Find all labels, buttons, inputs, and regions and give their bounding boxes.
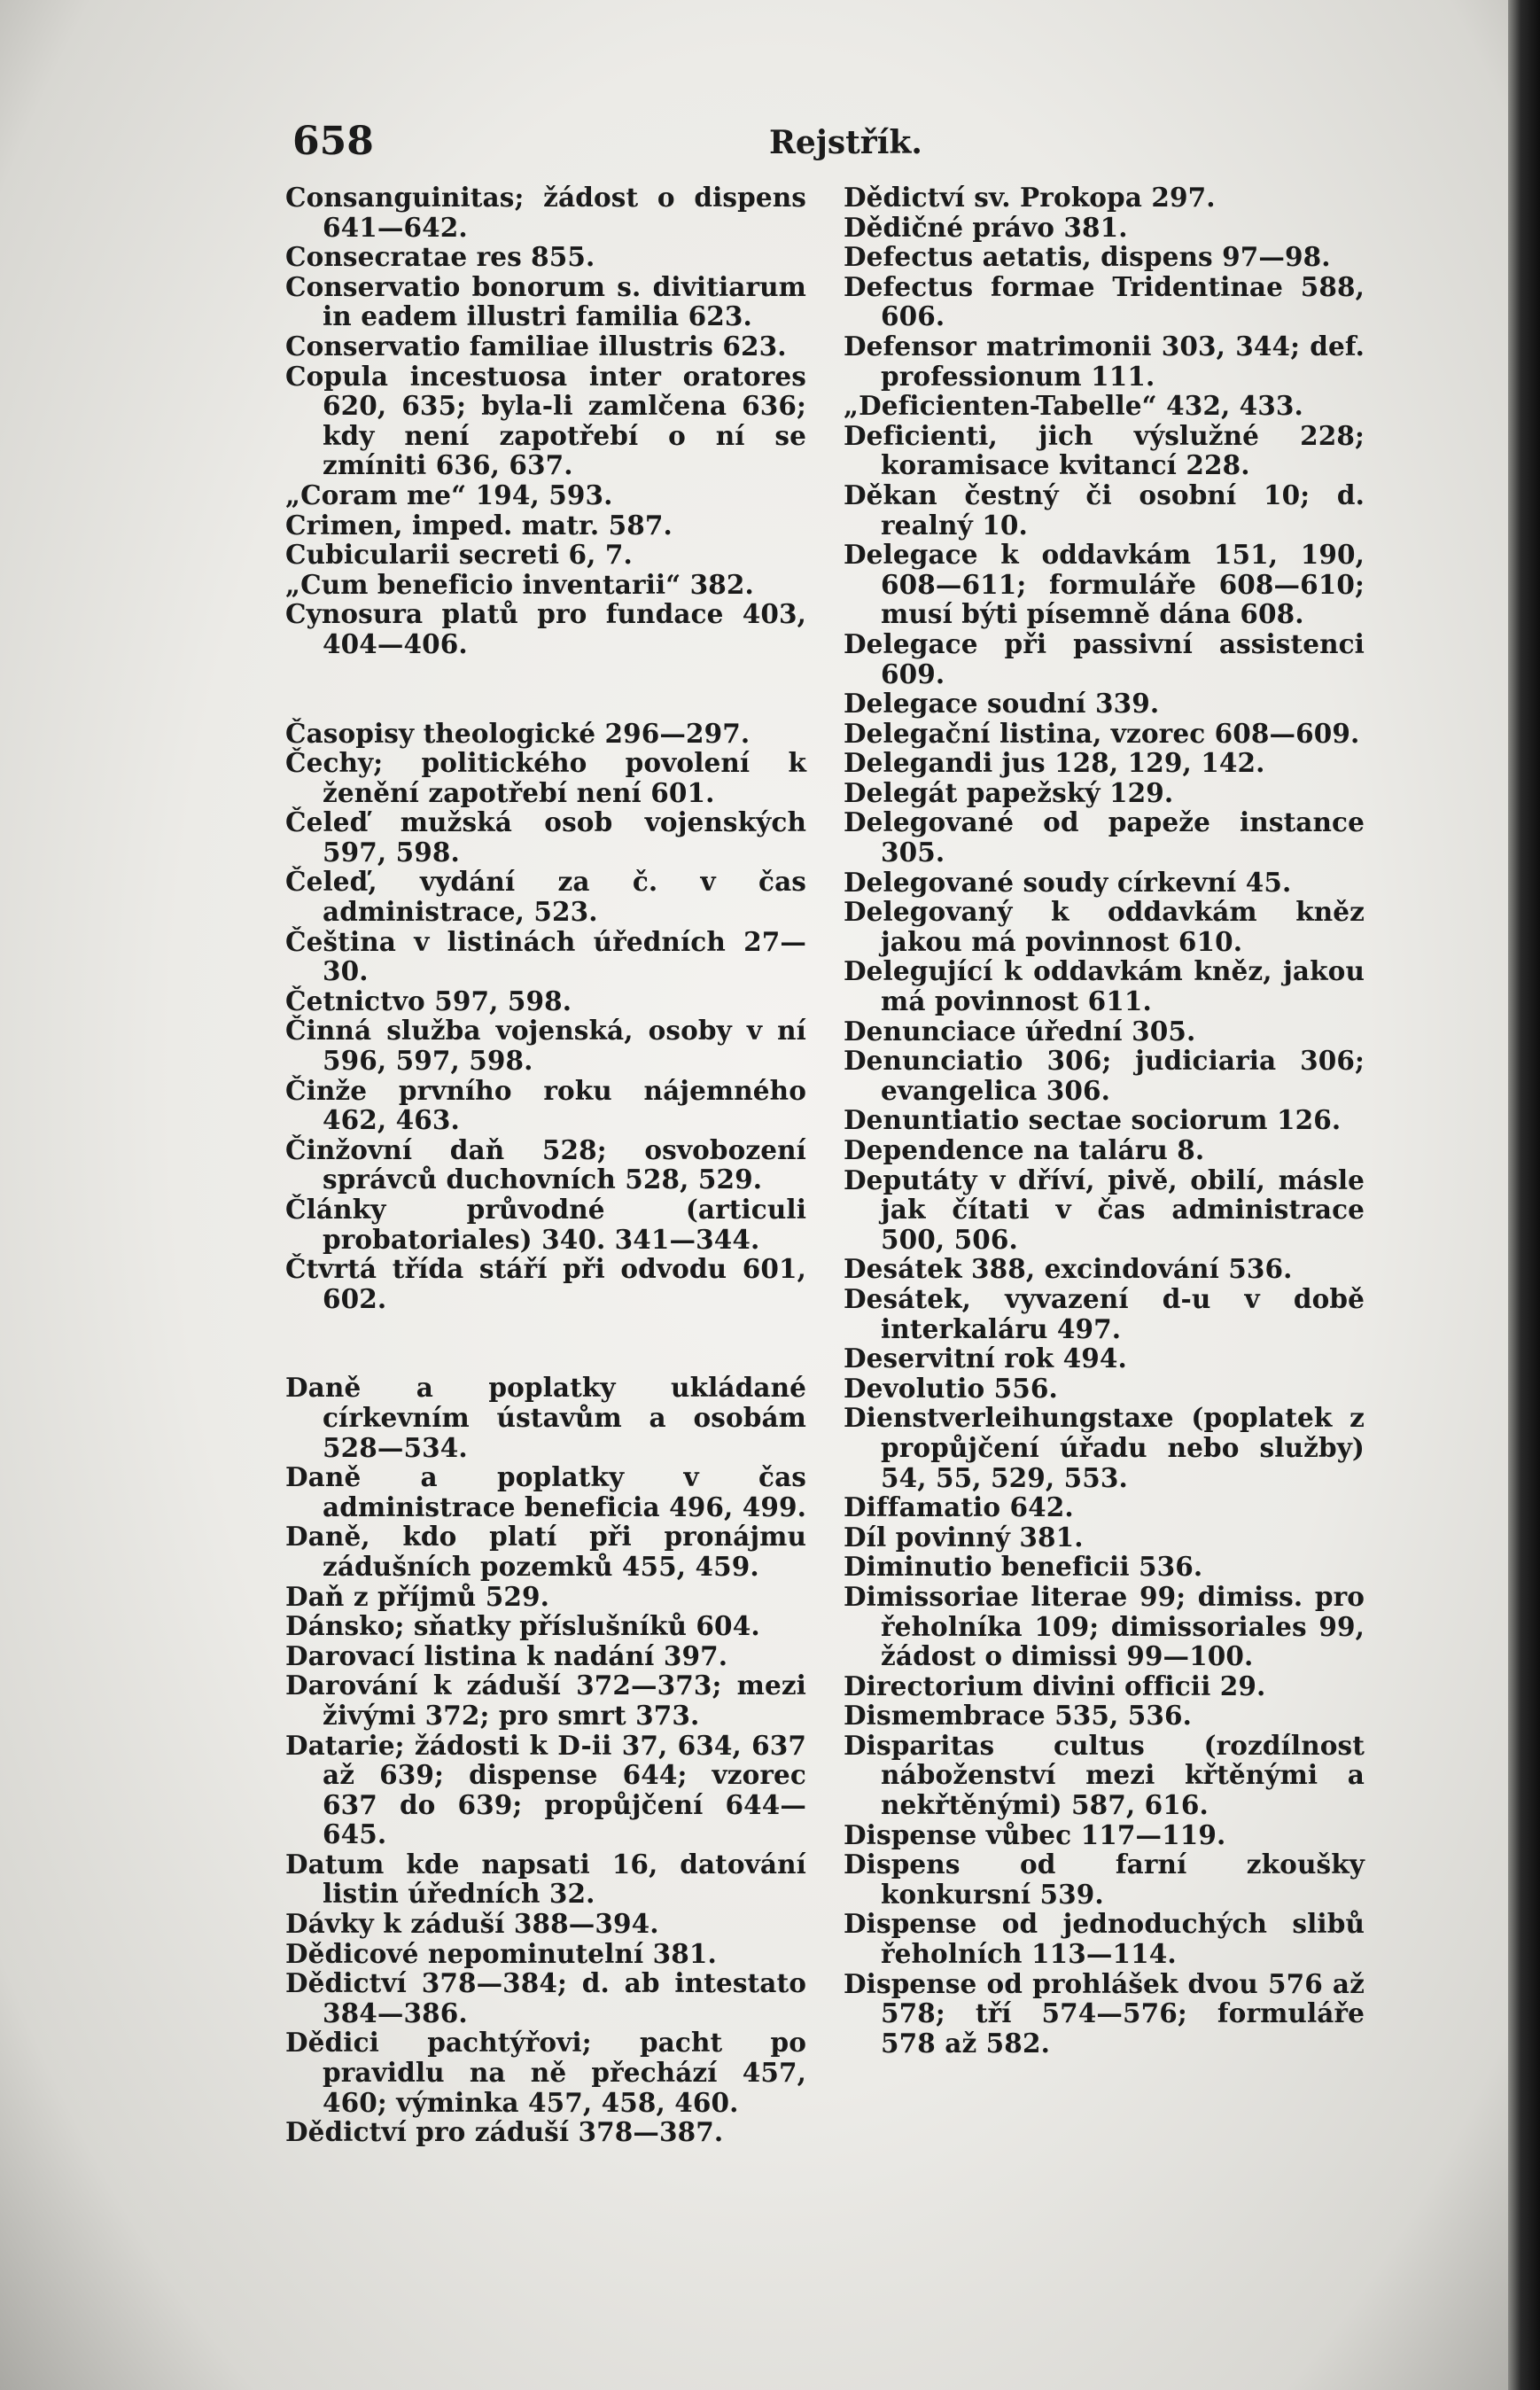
index-entry: Defectus aetatis, dispens 97—98. — [844, 241, 1331, 273]
index-entry: Dispens od farní zkoušky konkursní 539. — [844, 1849, 1365, 1910]
index-entry: Deservitní rok 494. — [844, 1343, 1127, 1374]
letter-section-gap — [285, 1313, 806, 1373]
index-entry: Cubicularii secreti 6, 7. — [285, 539, 633, 571]
index-entry: Činná služba vojenská, osoby v ní 596, 597, 598. — [285, 1015, 806, 1077]
index-entry: Disparitas cultus (rozdílnost náboženství mezi křtěnými a nekřtěnými) 587, 616. — [844, 1729, 1365, 1821]
index-entry: Dědicové nepominutelní 381. — [285, 1937, 717, 1969]
index-entry: Činžovní daň 528; osvobození správců duchovních 528, 529. — [285, 1133, 806, 1195]
index-entry: Delegační listina, vzorec 608—609. — [844, 717, 1360, 749]
index-entry: Desátek, vyvazení d-u v době interkaláru 497. — [844, 1282, 1365, 1344]
index-entry: Daň z příjmů 529. — [285, 1580, 549, 1612]
index-entry: Diminutio beneficii 536. — [844, 1551, 1203, 1583]
index-entry: Denuntiatio sectae sociorum 126. — [844, 1104, 1342, 1136]
index-entry: Devolutio 556. — [844, 1372, 1058, 1404]
index-entry: „Deficienten-Tabelle“ 432, 433. — [844, 390, 1303, 422]
index-entry: Děkan čestný či osobní 10; d. realný 10. — [844, 479, 1365, 541]
index-entry: „Coram me“ 194, 593. — [285, 479, 613, 510]
index-entry: Časopisy theologické 296—297. — [285, 717, 751, 749]
index-entry: Datarie; žádosti k D-ii 37, 634, 637 až 639; dispense 644; vzorec 637 do 639; propůjčení 644—645. — [285, 1729, 806, 1850]
index-entry: Čeleď mužská osob vojenských 597, 598. — [285, 806, 806, 868]
index-entry: Dávky k záduší 388—394. — [285, 1908, 659, 1940]
index-entry: Čtvrtá třída stáří při odvodu 601, 602. — [285, 1253, 806, 1314]
index-entry: Dienstverleihungstaxe (poplatek z propůjčení úřadu nebo služby) 54, 55, 529, 553. — [844, 1402, 1365, 1493]
index-entry: Daně, kdo platí při pronájmu zádušních pozemků 455, 459. — [285, 1521, 806, 1582]
index-entry: Činže prvního roku nájemného 462, 463. — [285, 1074, 806, 1136]
index-entry: Delegující k oddavkám kněz, jakou má povinnost 611. — [844, 955, 1365, 1017]
page-gutter-shadow — [1508, 0, 1540, 2390]
index-entry: Delegát papežský 129. — [844, 776, 1174, 808]
index-entry: Consanguinitas; žádost o dispens 641—642. — [285, 182, 806, 243]
index-entry: Čeština v listinách úředních 27—30. — [285, 925, 806, 987]
index-entry: Deficienti, jich výslužné 228; koramisace kvitancí 228. — [844, 419, 1365, 481]
index-entry: Delegované od papeže instance 305. — [844, 806, 1365, 868]
page-number: 658 — [292, 119, 374, 164]
index-entry: Dánsko; sňatky příslušníků 604. — [285, 1610, 760, 1642]
index-entry: Delegace soudní 339. — [844, 688, 1160, 720]
index-entry: Delegovaný k oddavkám kněz jakou má povinnost 610. — [844, 896, 1365, 957]
running-title: Rejstřík. — [769, 124, 922, 161]
index-entry: Delegace při passivní assistenci 609. — [844, 627, 1365, 689]
index-entry: Díl povinný 381. — [844, 1521, 1084, 1553]
index-column-right — [844, 183, 1365, 2058]
index-entry: Desátek 388, excindování 536. — [844, 1253, 1293, 1285]
index-entry: Čechy; politického povolení k ženění zapotřebí není 601. — [285, 747, 806, 808]
index-entry: Články průvodné (articuli probatoriales) 340. 341—344. — [285, 1194, 806, 1255]
index-entry: Dědici pachtýřovi; pacht po pravidlu na ně přechází 457, 460; výminka 457, 458, 460. — [285, 2027, 806, 2118]
index-entry: Deputáty v dříví, pivě, obilí, másle jak čítati v čas administrace 500, 506. — [844, 1164, 1365, 1255]
index-entry: Daně a poplatky ukládané církevním ústavům a osobám 528—534. — [285, 1372, 806, 1463]
index-column-left — [285, 183, 806, 2147]
index-entry: Defectus formae Tridentinae 588, 606. — [844, 270, 1365, 332]
index-entry: Delegace k oddavkám 151, 190, 608—611; formuláře 608—610; musí býti písemně dána 608. — [844, 539, 1365, 630]
index-entry: Delegované soudy církevní 45. — [844, 866, 1292, 898]
index-entry: Datum kde napsati 16, datování listin úředních 32. — [285, 1848, 806, 1910]
index-entry: Dědičné právo 381. — [844, 211, 1128, 243]
index-entry: Dispense od prohlášek dvou 576 až 578; tří 574—576; formuláře 578 až 582. — [844, 1967, 1365, 2059]
index-entry: Directorium divini officii 29. — [844, 1670, 1266, 1701]
index-entry: Defensor matrimonii 303, 344; def. professionum 111. — [844, 330, 1365, 392]
index-entry: Darování k záduší 372—373; mezi živými 372; pro smrt 373. — [285, 1670, 806, 1731]
index-entry: Čeleď, vydání za č. v čas administrace, 523. — [285, 866, 806, 928]
index-entry: Diffamatio 642. — [844, 1491, 1074, 1523]
index-entry: Darovací listina k nadání 397. — [285, 1639, 728, 1671]
index-entry: Dimissoriae literae 99; dimiss. pro řeholníka 109; dimissoriales 99, žádost o dimissi 99—100. — [844, 1580, 1365, 1672]
index-entry: Dismembrace 535, 536. — [844, 1700, 1192, 1732]
index-entry: Cynosura platů pro fundace 403, 404—406. — [285, 598, 806, 659]
index-entry: Dědictví 378—384; d. ab intestato 384—386. — [285, 1967, 806, 2028]
index-entry: Denunciace úřední 305. — [844, 1015, 1196, 1047]
index-entry: Conservatio bonorum s. divitiarum in eadem illustri familia 623. — [285, 270, 806, 332]
index-entry: Crimen, imped. matr. 587. — [285, 509, 673, 541]
index-entry: Dědictví sv. Prokopa 297. — [844, 182, 1216, 213]
index-entry: Daně a poplatky v čas administrace beneficia 496, 499. — [285, 1461, 806, 1522]
index-entry: Dispense od jednoduchých slibů řeholních 113—114. — [844, 1908, 1365, 1970]
index-entry: Consecratae res 855. — [285, 241, 595, 273]
letter-section-gap — [285, 659, 806, 719]
index-entry: Četnictvo 597, 598. — [285, 985, 572, 1016]
index-entry: „Cum beneficio inventarii“ 382. — [285, 568, 754, 600]
index-entry: Delegandi jus 128, 129, 142. — [844, 747, 1265, 779]
index-entry: Dispense vůbec 117—119. — [844, 1818, 1226, 1850]
index-entry: Dependence na taláru 8. — [844, 1134, 1205, 1165]
index-entry: Conservatio familiae illustris 623. — [285, 330, 787, 362]
page-header — [292, 119, 922, 164]
index-entry: Copula incestuosa inter oratores 620, 635; byla-li zamlčena 636; kdy není zapotřebí o ní se zmíniti 636, 637. — [285, 360, 806, 481]
index-entry: Denunciatio 306; judiciaria 306; evangelica 306. — [844, 1045, 1365, 1106]
index-entry: Dědictví pro záduší 378—387. — [285, 2116, 724, 2148]
